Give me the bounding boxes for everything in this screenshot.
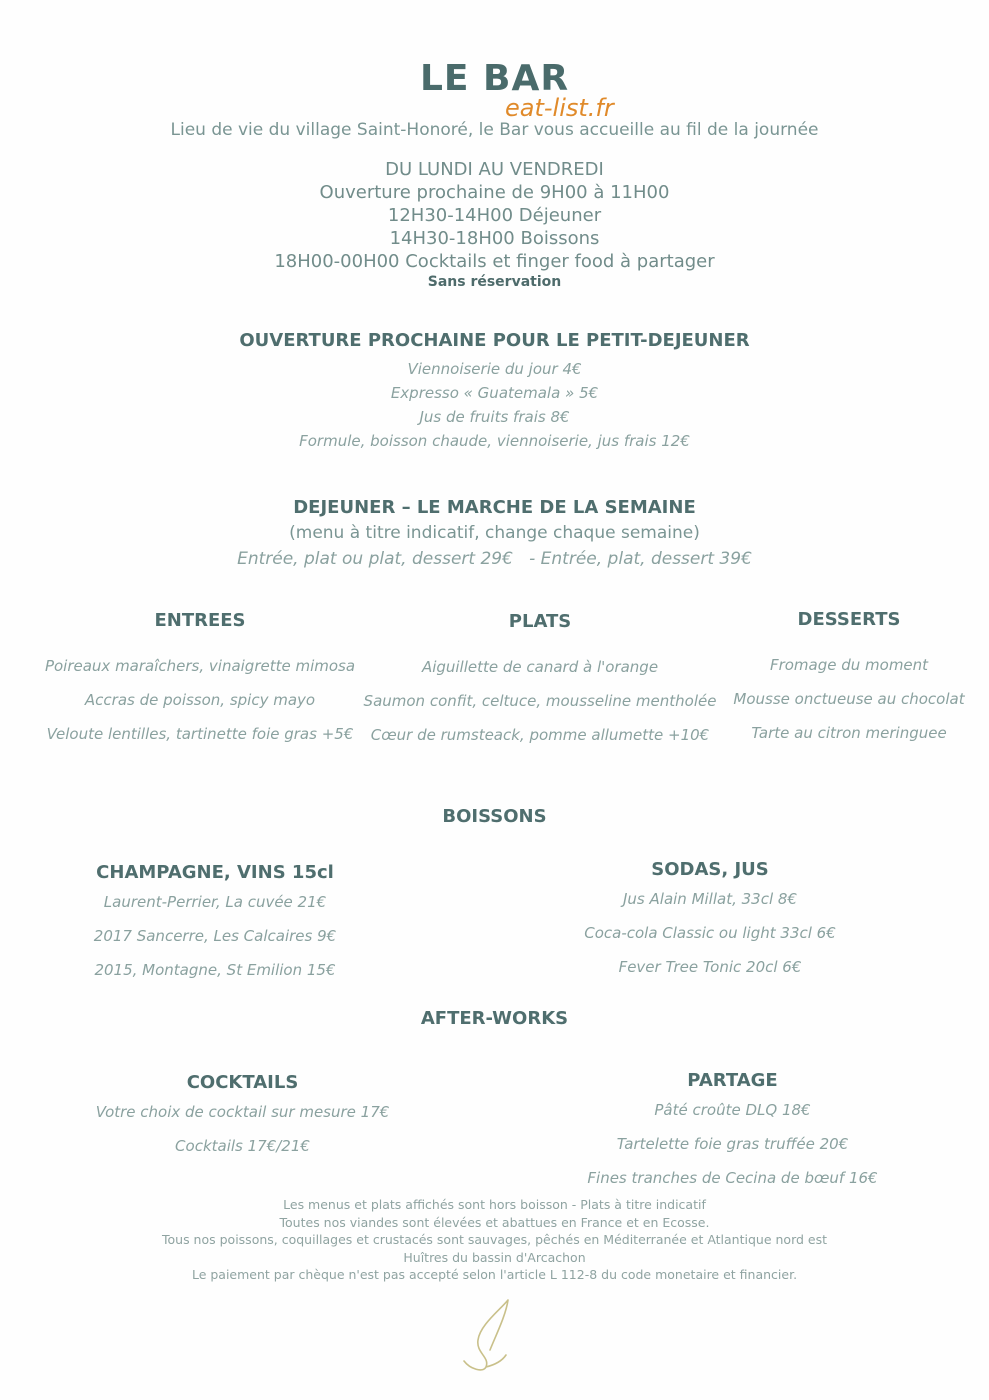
menu-item: 2017 Sancerre, Les Calcaires 9€ bbox=[93, 927, 337, 945]
menu-item: Veloute lentilles, tartinette foie gras +5€ bbox=[46, 725, 354, 743]
lunch-heading: DEJEUNER – LE MARCHE DE LA SEMAINE bbox=[293, 497, 696, 518]
menu-item: Cocktails 17€/21€ bbox=[175, 1137, 310, 1155]
boissons-heading: BOISSONS bbox=[442, 806, 547, 827]
footer-line: Huîtres du bassin d'Arcachon bbox=[403, 1249, 586, 1265]
sodas-column bbox=[550, 859, 870, 984]
menu-item: Viennoiserie du jour 4€ bbox=[407, 360, 582, 378]
footer-line: Toutes nos viandes sont élevées et abattues en France et en Ecosse. bbox=[279, 1214, 710, 1230]
lunch-formulas: Entrée, plat ou plat, dessert 29€ - Entrée, plat, dessert 39€ bbox=[237, 549, 752, 569]
entrees-heading: ENTREES bbox=[154, 610, 246, 631]
menu-item: Mousse onctueuse au chocolat bbox=[733, 690, 965, 708]
menu-item: Laurent-Perrier, La cuvée 21€ bbox=[103, 893, 327, 911]
lunch-note: (menu à titre indicatif, change chaque semaine) bbox=[289, 523, 700, 543]
cocktails-column bbox=[80, 1072, 405, 1163]
signature-flourish-icon bbox=[450, 1295, 530, 1375]
menu-item: Accras de poisson, spicy mayo bbox=[84, 691, 316, 709]
opening-hours bbox=[0, 158, 989, 291]
hours-line: Ouverture prochaine de 9H00 à 11H00 bbox=[319, 182, 670, 203]
hours-line: 18H00-00H00 Cocktails et finger food à partager bbox=[274, 251, 715, 272]
footer-line: Les menus et plats affichés sont hors boisson - Plats à titre indicatif bbox=[283, 1197, 706, 1212]
partage-column bbox=[565, 1070, 900, 1195]
afterworks-heading: AFTER-WORKS bbox=[420, 1008, 569, 1029]
plats-column bbox=[360, 611, 720, 752]
footer-line: Tous nos poissons, coquillages et crustacés sont sauvages, pêchés en Méditerranée et Atlantique nord est bbox=[161, 1232, 827, 1247]
watermark: eat-list.fr bbox=[505, 94, 614, 122]
menu-item: Votre choix de cocktail sur mesure 17€ bbox=[95, 1103, 390, 1121]
menu-item: Tarte au citron meringuee bbox=[751, 724, 947, 742]
champagne-heading: CHAMPAGNE, VINS 15cl bbox=[96, 862, 334, 883]
champagne-column bbox=[60, 862, 370, 987]
menu-item: Tartelette foie gras truffée 20€ bbox=[616, 1135, 849, 1153]
plats-heading: PLATS bbox=[508, 611, 572, 632]
cocktails-heading: COCKTAILS bbox=[186, 1072, 299, 1093]
menu-item: Poireaux maraîchers, vinaigrette mimosa bbox=[44, 657, 356, 675]
menu-item: Expresso « Guatemala » 5€ bbox=[390, 384, 599, 402]
menu-item: Cœur de rumsteack, pomme allumette +10€ bbox=[370, 726, 710, 744]
breakfast-items bbox=[0, 357, 989, 453]
menu-item: Pâté croûte DLQ 18€ bbox=[654, 1101, 811, 1119]
desserts-column bbox=[718, 609, 980, 750]
menu-item: Fever Tree Tonic 20cl 6€ bbox=[618, 958, 802, 976]
partage-heading: PARTAGE bbox=[687, 1070, 778, 1091]
page-title: LE BAR bbox=[419, 58, 570, 99]
menu-item: Fines tranches de Cecina de bœuf 16€ bbox=[587, 1169, 878, 1187]
entrees-column bbox=[30, 610, 370, 751]
subtitle: Lieu de vie du village Saint-Honoré, le Bar vous accueille au fil de la journée bbox=[170, 120, 819, 140]
desserts-heading: DESSERTS bbox=[797, 609, 901, 630]
footer-line: Le paiement par chèque n'est pas accepté selon l'article L 112-8 du code monetaire et financier. bbox=[191, 1267, 798, 1282]
menu-item: Aiguillette de canard à l'orange bbox=[421, 658, 659, 676]
hours-line: 14H30-18H00 Boissons bbox=[389, 228, 600, 249]
hours-line: 12H30-14H00 Déjeuner bbox=[387, 205, 602, 226]
menu-item: Formule, boisson chaude, viennoiserie, jus frais 12€ bbox=[299, 432, 690, 450]
sodas-heading: SODAS, JUS bbox=[651, 859, 769, 880]
menu-item: Saumon confit, celtuce, mousseline mentholée bbox=[363, 692, 717, 710]
breakfast-heading: OUVERTURE PROCHAINE POUR LE PETIT-DEJEUNER bbox=[239, 330, 750, 351]
menu-item: Coca-cola Classic ou light 33cl 6€ bbox=[584, 924, 836, 942]
hours-line: DU LUNDI AU VENDREDI bbox=[385, 159, 604, 180]
menu-item: Fromage du moment bbox=[769, 656, 929, 674]
footer-notes bbox=[0, 1196, 989, 1284]
menu-item: 2015, Montagne, St Emilion 15€ bbox=[94, 961, 336, 979]
menu-item: Jus de fruits frais 8€ bbox=[419, 408, 570, 426]
reservation-note: Sans réservation bbox=[427, 274, 562, 290]
menu-item: Jus Alain Millat, 33cl 8€ bbox=[623, 890, 797, 908]
